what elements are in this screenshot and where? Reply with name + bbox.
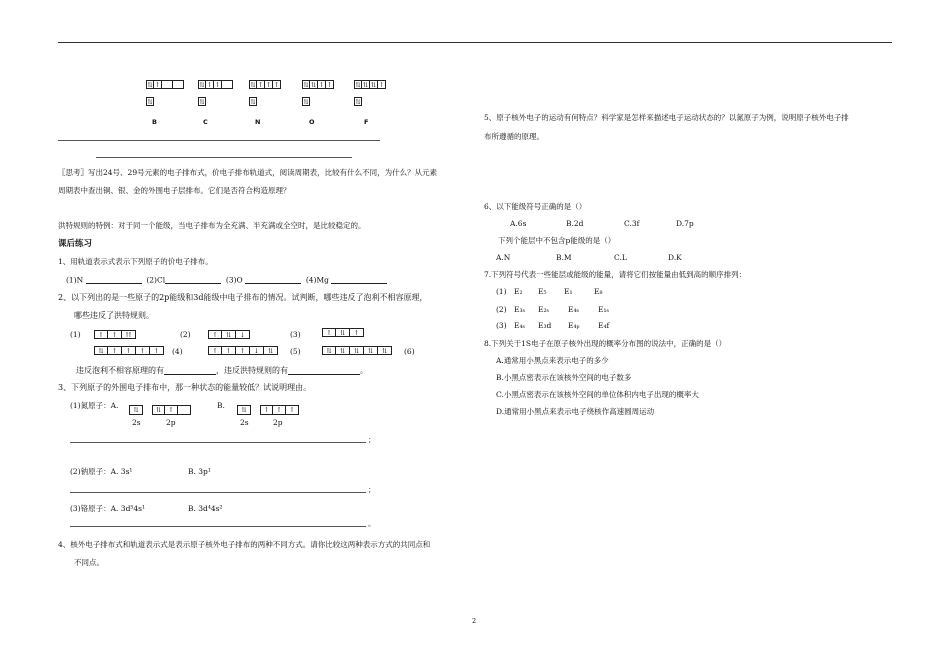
q2-diagram-1: ↑ ↑ ⇈	[94, 330, 136, 339]
q8-option-c[interactable]: C.小黑点密表示在该核外空间的单位体积内电子出现的概率大	[496, 390, 699, 399]
q3-chromium-b: B. 3d⁴4s²	[188, 504, 223, 513]
q2-label-1: (1)	[70, 330, 81, 339]
q3-b-2p: ↑ ↑ ↑	[260, 405, 299, 415]
q1-item: (4)Mg	[305, 275, 329, 285]
q2-label-3: (3)	[290, 330, 301, 339]
q6-sub-option-d[interactable]: D.K	[668, 253, 682, 262]
q8-option-b[interactable]: B.小黑点密表示在该核外空间的电子数多	[496, 373, 632, 382]
q1-item: (3)O	[225, 275, 243, 285]
q3-b-label: B.	[217, 401, 225, 410]
q6-sub-option-a[interactable]: A.N	[496, 253, 511, 262]
q7-cell: E₃ₛ	[514, 305, 526, 314]
orbital-o-2p: ⇅ ⇅ ↑ ↑	[303, 81, 333, 89]
answer-blank[interactable]	[164, 366, 216, 375]
orbital-c-2p: ⇅ ↑ ↑	[198, 80, 233, 89]
q8-option-a[interactable]: A.通常用小黑点来表示电子的多少	[496, 356, 609, 365]
q1-text: 1、用轨道表示式表示下列原子的价电子排布。	[58, 257, 213, 266]
q3-end: 。	[368, 519, 376, 528]
q3-b-2s-label: 2s	[240, 418, 249, 427]
answer-line	[96, 157, 352, 158]
q7-cell: E₄ₚ	[568, 321, 580, 330]
q6-sub-option-b[interactable]: B.M	[556, 253, 572, 262]
orbital-c-2s: ⇅	[199, 98, 205, 106]
q5-line-2: 布所遵循的原理。	[484, 132, 544, 141]
q7-cell: E₄ₛ	[568, 305, 580, 314]
q2-diagram-5: ↑ ↑ ↑ ↓ ⇅	[208, 346, 278, 355]
q3-a-2s-label: 2s	[132, 418, 141, 427]
q2-answer-line	[76, 366, 368, 375]
q3-text: 3、下列原子的外围电子排布中，那一种状态的能量较低？试说明理由。	[58, 383, 312, 392]
q8-option-d[interactable]: D.通常用小黑点来表示电子绕核作高速圆周运动	[496, 407, 655, 416]
q2-diagram-2: ↑ ⇅ ↓	[208, 330, 250, 339]
q6-option-c[interactable]: C.3f	[624, 219, 640, 228]
q2-label-6: (6)	[404, 347, 415, 356]
label-f: F	[364, 118, 369, 126]
q8-text: 8.下列关于1S电子在原子核外出现的概率分布图的说法中，正确的是（）	[484, 339, 727, 348]
q2-diagram-3: ↑ ⇅ ↑	[322, 328, 364, 337]
label-b: B	[152, 118, 157, 126]
q7-cell: E₄ₛ	[514, 321, 526, 330]
q2-line-2: 哪些违反了洪特规则。	[74, 311, 154, 320]
orbital-o-2s: ⇅	[303, 98, 309, 106]
page-number: 2	[472, 617, 477, 625]
orbital-b-2p: ⇅ ↑	[146, 80, 184, 89]
think-line-1: 〖思考〗写出24号、29号元素的电子排布式，价电子排布轨道式，阅读周期表，比较有什么不同，为什么？从元素	[58, 168, 438, 177]
q3-a-2p-label: 2p	[166, 418, 176, 427]
label-c: C	[203, 118, 208, 126]
q4-line-1: 4、核外电子排布式和轨道表示式是表示原子核外电子排布的两种不同方式。请你比较这两种表示方式的共同点和	[58, 540, 431, 549]
q6-option-d[interactable]: D.7p	[676, 219, 694, 228]
q1-items	[66, 275, 387, 284]
q6-sub-text: 下列个能层中不包含p能级的是（）	[498, 236, 616, 245]
section-title: 课后练习	[58, 239, 93, 249]
hund-special-rule: 洪特规则的特例：对于同一个能级，当电子排布为全充满、半充满或全空时，是比较稳定的。	[58, 221, 366, 230]
q7-cell: (2)	[496, 305, 507, 314]
answer-line	[58, 140, 380, 141]
q3-a-2p: ⇅ ↑	[152, 405, 191, 415]
q7-text: 7.下列符号代表一些能层或能级的能量，请将它们按能量由低到高的顺序排列：	[484, 270, 747, 279]
q7-cell: E₁	[564, 287, 573, 296]
answer-line	[70, 492, 366, 493]
answer-blank[interactable]	[165, 275, 221, 284]
q2-diagram-6: ⇅ ⇅ ⇅ ⇅ ⇅	[322, 346, 392, 355]
q6-sub-option-c[interactable]: C.L	[614, 253, 627, 262]
orbital-n-2s: ⇅	[250, 98, 256, 106]
q6-text: 6、以下能级符号正确的是（）	[484, 202, 587, 211]
q2-end: 。	[360, 366, 368, 375]
q3-semicolon: ；	[368, 485, 376, 494]
q3-semicolon: ；	[368, 435, 376, 444]
q7-cell: E₅	[538, 287, 547, 296]
header-rule	[58, 42, 892, 43]
q2-line-1: 2、以下列出的是一些原子的2p能级和3d能级中电子排布的情况。试判断，哪些违反了泡利不相容原理，	[58, 293, 428, 302]
answer-blank[interactable]	[288, 366, 360, 375]
orbital-f-2s: ⇅	[355, 98, 361, 106]
q3-sodium: (2)钠原子：A. 3s¹	[70, 467, 133, 476]
q5-line-1: 5、原子核外电子的运动有何特点？科学家是怎样来描述电子运动状态的？以氮原子为例，说明原子核外电子排	[484, 113, 849, 122]
q7-cell: E₃d	[538, 321, 552, 330]
q2-ans2-label: ，违反洪特规则的有	[216, 366, 288, 375]
q3-chromium: (3)铬原子：A. 3d⁵4s¹	[70, 504, 146, 513]
q1-item: (1)N	[66, 275, 84, 285]
q7-cell: E₄f	[598, 321, 610, 330]
q1-item: (2)Cl	[146, 275, 166, 285]
q3-sodium-b: B. 3p¹	[188, 467, 211, 476]
answer-blank[interactable]	[245, 275, 301, 284]
q6-option-a[interactable]: A.6s	[510, 219, 527, 228]
q7-cell: E₈	[594, 287, 603, 296]
answer-blank[interactable]	[86, 275, 142, 284]
answer-blank[interactable]	[331, 275, 387, 284]
q2-label-4: (4)	[172, 347, 183, 356]
q7-cell: E₂	[514, 287, 523, 296]
q2-label-5: (5)	[290, 347, 301, 356]
q6-option-b[interactable]: B.2d	[566, 219, 584, 228]
q2-ans1-label: 违反泡利不相容原理的有	[76, 366, 164, 375]
answer-line	[70, 526, 366, 527]
q3-b-2s: ⇅	[237, 405, 251, 415]
q3-a-label: (1)氮原子：A.	[70, 401, 119, 410]
orbital-n-2p: ⇅ ↑ ↑ ↑	[250, 81, 280, 89]
orbital-f-2p: ⇅ ⇅ ⇅ ↑	[355, 81, 385, 89]
q4-line-2: 不同点。	[74, 558, 104, 567]
answer-line	[70, 442, 366, 443]
q2-diagram-4: ⇅ ↑ ↑ ↑ ↑	[94, 346, 164, 355]
q7-cell: (3)	[496, 321, 507, 330]
q2-label-2: (2)	[180, 330, 191, 339]
q3-b-2p-label: 2p	[273, 418, 283, 427]
label-n: N	[255, 118, 261, 126]
label-o: O	[309, 118, 315, 126]
q7-cell: E₁ₛ	[598, 305, 610, 314]
q7-cell: (1)	[496, 287, 507, 296]
q3-a-2s: ⇅	[129, 405, 143, 415]
orbital-b-2s: ⇅	[147, 98, 153, 106]
q7-cell: E₂ₛ	[538, 305, 550, 314]
think-line-2: 周期表中查出铜、银、金的外围电子层排布。它们是否符合构造原理？	[58, 186, 291, 195]
